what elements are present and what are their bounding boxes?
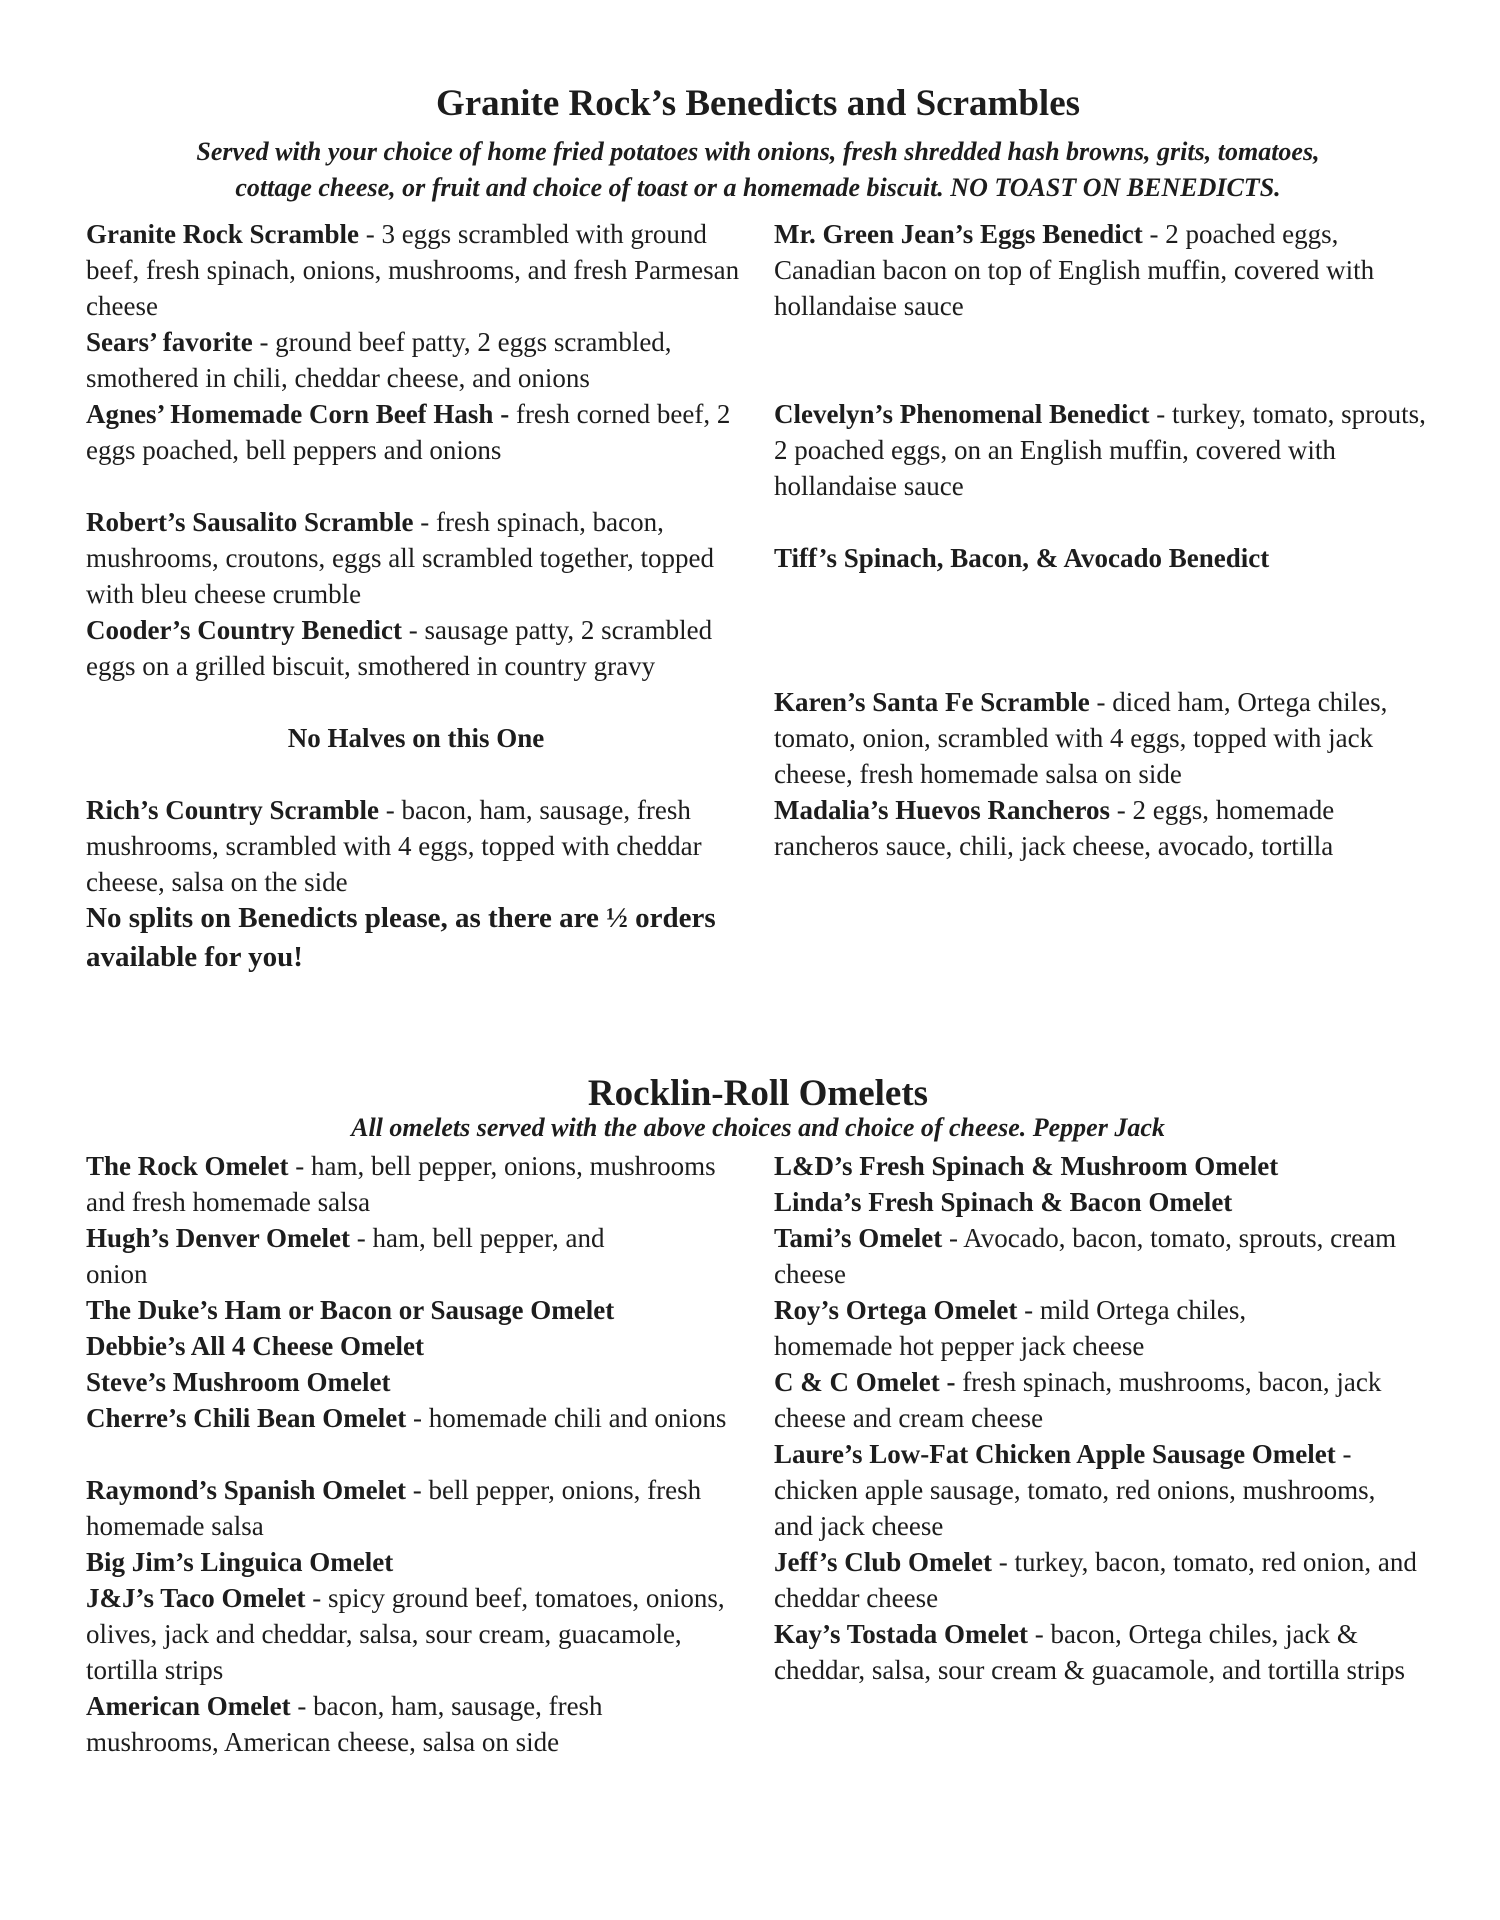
menu-item [774,684,1434,792]
menu-item-desc: - fresh spinach, bacon, mushrooms, croutons, eggs all scrambled together, topped with bleu cheese crumble [86,507,715,609]
menu-item-desc: - bacon, ham, sausage, fresh mushrooms, scrambled with 4 eggs, topped with cheddar cheese, salsa on the side [86,795,702,897]
menu-item-name: Debbie’s All 4 Cheese Omelet [86,1331,424,1361]
menu-item-desc: fresh spinach, mushrooms, bacon, jack cheese and cream cheese [774,1367,1382,1433]
menu-item-name: Hugh’s Denver Omelet [86,1223,350,1253]
benedicts-section [86,82,1430,206]
menu-item [774,1292,1334,1364]
menu-item [774,1616,1446,1688]
menu-item [774,216,1434,324]
splits-note: No splits on Benedicts please, as there are ½ orders available for you! [86,902,716,973]
benedicts-title: Granite Rock’s Benedicts and Scrambles [435,83,1081,124]
menu-item-name: Sears’ favorite [86,327,253,357]
menu-item-name: Cherre’s Chili Bean Omelet [86,1403,407,1433]
menu-item-name: Laure’s Low-Fat Chicken Apple Sausage Omelet [774,1439,1336,1469]
menu-item-desc: - ham, bell pepper, and onion [86,1223,605,1289]
menu-item-name: J&J’s Taco Omelet [86,1583,306,1613]
menu-item-name: Roy’s Ortega Omelet [774,1295,1018,1325]
menu-item-desc: - bacon, Ortega chiles, jack & cheddar, salsa, sour cream & guacamole, and tortilla strips [774,1619,1405,1685]
menu-item [774,1148,1446,1184]
menu-item-desc: - mild Ortega chiles, homemade hot pepper jack cheese [774,1295,1247,1361]
menu-item-desc: - spicy ground beef, tomatoes, onions, olives, jack and cheddar, salsa, sour cream, guacamole, tortilla strips [86,1583,725,1685]
menu-item-name: Big Jim’s Linguica Omelet [86,1547,394,1577]
menu-item-name: Robert’s Sausalito Scramble [86,507,414,537]
menu-item-name: C & C Omelet - [774,1367,956,1397]
menu-item [86,1544,746,1580]
menu-item [774,1220,1414,1292]
menu-item [86,1292,746,1328]
menu-item-desc: - bell pepper, onions, fresh homemade salsa [86,1475,702,1541]
menu-item-desc: - Avocado, bacon, tomato, sprouts, cream cheese [774,1223,1397,1289]
benedicts-subtitle-line1: Served with your choice of home fried potatoes with onions, fresh shredded hash browns, grits, tomatoes, [196,137,1320,166]
menu-item-name: Cooder’s Country Benedict [86,615,402,645]
menu-item [86,792,746,900]
menu-item-name: L&D’s Fresh Spinach & Mushroom Omelet [774,1151,1279,1181]
menu-item-desc: fresh corned beef, 2 eggs poached, bell peppers and onions [86,399,731,465]
menu-item [86,1400,746,1436]
menu-item [86,396,746,468]
omelets-subtitle: All omelets served with the above choices and choice of cheese. Pepper Jack [351,1113,1165,1142]
menu-item-name: Tiff’s Spinach, Bacon, & Avocado Benedict [774,543,1270,573]
no-halves-note: No Halves on this One [287,723,545,753]
menu-item-name: Jeff’s Club Omelet [774,1547,992,1577]
menu-item-desc: - bacon, ham, sausage, fresh mushrooms, American cheese, salsa on side [86,1691,603,1757]
menu-item-desc: - turkey, bacon, tomato, red onion, and cheddar cheese [774,1547,1417,1613]
menu-item-name: Kay’s Tostada Omelet [774,1619,1029,1649]
menu-item [774,792,1434,864]
menu-item-desc: - diced ham, Ortega chiles, tomato, onion, scrambled with 4 eggs, topped with jack cheese, fresh homemade salsa on side [774,687,1388,789]
menu-item-name: Raymond’s Spanish Omelet [86,1475,407,1505]
menu-item [774,1184,1446,1220]
menu-item-name: The Rock Omelet [86,1151,289,1181]
menu-item [86,1328,746,1364]
menu-item [86,1472,746,1544]
menu-item [774,1364,1414,1436]
menu-item-name: Clevelyn’s Phenomenal Benedict [774,399,1150,429]
menu-item-name: American Omelet [86,1691,291,1721]
menu-item-name: Granite Rock Scramble [86,219,359,249]
menu-item-name: Tami’s Omelet [774,1223,943,1253]
menu-item [86,1220,646,1292]
benedicts-subtitle-line2: cottage cheese, or fruit and choice of toast or a homemade biscuit. NO TOAST ON BENEDICTS. [235,173,1281,202]
menu-item-name: Karen’s Santa Fe Scramble [774,687,1090,717]
menu-item [86,216,746,324]
menu-item [86,1364,746,1400]
menu-item-desc: - chicken apple sausage, tomato, red onions, mushrooms, and jack cheese [774,1439,1376,1541]
menu-item-desc: - ground beef patty, 2 eggs scrambled, smothered in chili, cheddar cheese, and onions [86,327,672,393]
menu-item-desc: - 2 poached eggs, Canadian bacon on top of English muffin, covered with hollandaise sauce [774,219,1375,321]
menu-item-name: The Duke’s Ham or Bacon or Sausage Omelet [86,1295,615,1325]
menu-item-name: Rich’s Country Scramble [86,795,379,825]
menu-item [774,540,1434,576]
menu-item-desc: - 3 eggs scrambled with ground beef, fresh spinach, onions, mushrooms, and fresh Parmesan cheese [86,219,740,321]
menu-item-name: Agnes’ Homemade Corn Beef Hash - [86,399,510,429]
menu-item [86,324,746,396]
menu-item-desc: - ham, bell pepper, onions, mushrooms and fresh homemade salsa [86,1151,716,1217]
omelets-title: Rocklin-Roll Omelets [587,1073,929,1114]
menu-item [774,1544,1446,1616]
menu-item [86,1148,746,1220]
menu-item-name: Steve’s Mushroom Omelet [86,1367,391,1397]
menu-item-desc: - sausage patty, 2 scrambled eggs on a grilled biscuit, smothered in country gravy [86,615,713,681]
menu-item [86,1688,686,1760]
menu-item-name: Madalia’s Huevos Rancheros [774,795,1111,825]
menu-item-desc: - 2 eggs, homemade rancheros sauce, chili, jack cheese, avocado, tortilla [774,795,1335,861]
menu-item [86,1580,746,1688]
omelets-section [86,1072,1430,1146]
menu-item [774,1436,1414,1544]
menu-item-name: Mr. Green Jean’s Eggs Benedict [774,219,1143,249]
menu-item-name: Linda’s Fresh Spinach & Bacon Omelet [774,1187,1233,1217]
menu-item [86,504,746,612]
menu-item [86,612,746,684]
menu-item-desc: - turkey, tomato, sprouts, 2 poached eggs, on an English muffin, covered with hollandaise sauce [774,399,1426,501]
menu-item [774,396,1434,504]
menu-item-desc: - homemade chili and onions [406,1403,727,1433]
